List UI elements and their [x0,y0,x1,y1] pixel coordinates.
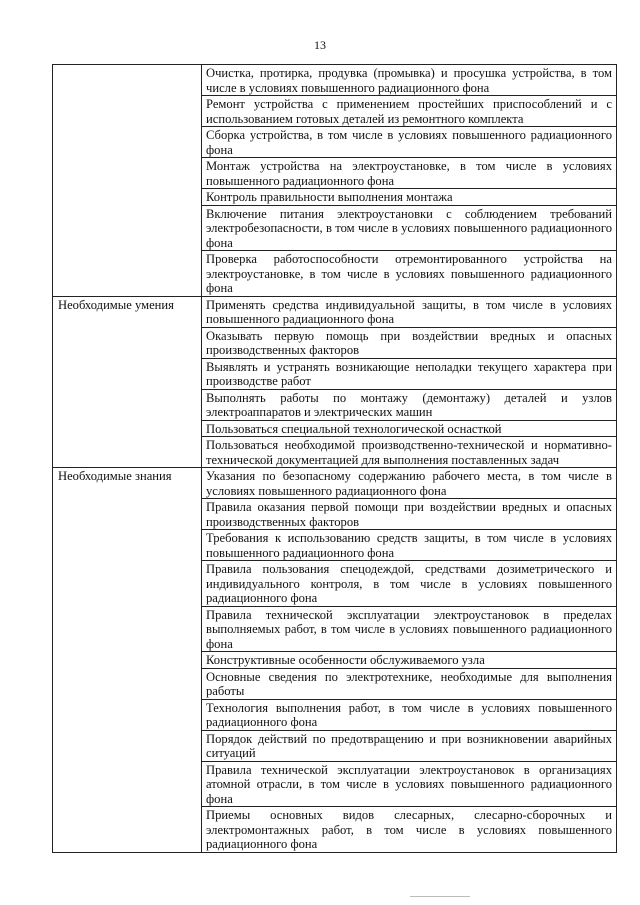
requirement-item-cell: Выполнять работы по монтажу (демонтажу) деталей и узлов электроаппаратов и электрических машин [202,389,617,420]
requirement-item-cell: Сборка устройства, в том числе в условиях повышенного радиационного фона [202,127,617,158]
section-label-cell [53,65,202,297]
requirement-item-cell: Правила пользования спецодеждой, средствами дозиметрического и индивидуального контроля, в том числе в условиях повышенного радиационного фона [202,561,617,607]
table-row [53,296,617,327]
requirement-item-cell: Включение питания электроустановки с соблюдением требований электробезопасности, в том числе в условиях повышенного радиационного фона [202,205,617,251]
page-number: 13 [314,38,326,52]
requirement-item-cell: Монтаж устройства на электроустановке, в том числе в условиях повышенного радиационного фона [202,158,617,189]
requirement-item-cell: Требования к использованию средств защиты, в том числе в условиях повышенного радиационного фона [202,530,617,561]
table-row [53,65,617,96]
requirement-item-cell: Порядок действий по предотвращению и при возникновении аварийных ситуаций [202,730,617,761]
requirement-item-cell: Пользоваться необходимой производственно-технической и нормативно-технической документацией для выполнения поставленных задач [202,437,617,468]
requirement-item-cell: Очистка, протирка, продувка (промывка) и просушка устройства, в том числе в условиях повышенного радиационного фона [202,65,617,96]
scan-artifact-line [410,896,470,897]
requirement-item-cell: Контроль правильности выполнения монтажа [202,189,617,206]
requirement-item-cell: Оказывать первую помощь при воздействии вредных и опасных производственных факторов [202,327,617,358]
requirement-item-cell: Конструктивные особенности обслуживаемого узла [202,652,617,669]
requirements-table [52,64,617,853]
requirement-item-cell: Правила технической эксплуатации электроустановок в пределах выполняемых работ, в том числе в условиях повышенного радиационного фона [202,606,617,652]
requirement-item-cell: Применять средства индивидуальной защиты, в том числе в условиях повышенного радиационного фона [202,296,617,327]
requirement-item-cell: Ремонт устройства с применением простейших приспособлений и с использованием готовых деталей из ремонтного комплекта [202,96,617,127]
requirement-item-cell: Выявлять и устранять возникающие неполадки текущего характера при производстве работ [202,358,617,389]
requirement-item-cell: Проверка работоспособности отремонтированного устройства на электроустановке, в том числе в условиях повышенного радиационного фона [202,251,617,297]
section-label-cell: Необходимые знания [53,468,202,853]
section-label-cell: Необходимые умения [53,296,202,468]
requirement-item-cell: Указания по безопасному содержанию рабочего места, в том числе в условиях повышенного радиационного фона [202,468,617,499]
table-row [53,468,617,499]
requirement-item-cell: Приемы основных видов слесарных, слесарно-сборочных и электромонтажных работ, в том числе в условиях повышенного радиационного фона [202,807,617,853]
requirement-item-cell: Технология выполнения работ, в том числе в условиях повышенного радиационного фона [202,699,617,730]
requirement-item-cell: Основные сведения по электротехнике, необходимые для выполнения работы [202,668,617,699]
requirement-item-cell: Пользоваться специальной технологической оснасткой [202,420,617,437]
requirement-item-cell: Правила оказания первой помощи при воздействии вредных и опасных производственных факторов [202,499,617,530]
requirement-item-cell: Правила технической эксплуатации электроустановок в организациях атомной отрасли, в том числе в условиях повышенного радиационного фона [202,761,617,807]
